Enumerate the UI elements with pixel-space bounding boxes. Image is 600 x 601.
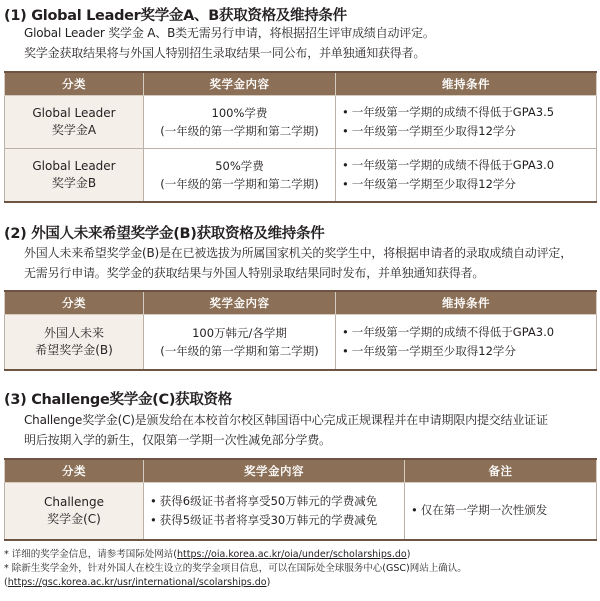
section-3-line-2: 明后按期入学的新生，仅限第一学期一次性减免部分学费。 [24,433,331,447]
content-cell [144,315,336,370]
category-line-2: 希望奖学金(B) [35,342,113,357]
section-2-line-1: 外国人未来希望奖学金(B)是在已被选拔为所属国家机关的奖学生中，将根据申请者的录取成绩自动评定， [24,246,572,260]
content-cell [144,96,336,149]
condition-credits: • 一年级第一学期至少取得12学分 [342,342,596,361]
header-category: 分类 [5,72,144,96]
header-content: 奖学金内容 [144,72,336,96]
category-line-1: Global Leader [32,158,116,173]
content-level-6: • 获得6级证书者将享受50万韩元的学费减免 [150,492,404,511]
oia-scholarship-link[interactable]: https://oia.korea.ac.kr/oia/under/scholarships.do [176,549,407,560]
content-period: (一年级的第一学期和第二学期) [160,343,319,358]
category-line-1: Challenge [44,494,104,509]
section-3-description [24,410,598,450]
header-content: 奖学金内容 [144,291,336,315]
gsc-scholarship-link[interactable]: https://gsc.korea.ac.kr/usr/international/scolarships.do [7,577,267,588]
note-cell [405,483,597,540]
footnote-3 [4,576,596,590]
category-line-2: 奖学金(C) [47,511,101,526]
condition-cell [336,96,597,149]
content-period: (一年级的第一学期和第二学期) [160,124,319,138]
header-category: 分类 [5,291,144,315]
table-global-leader [4,71,597,203]
table-header-row [5,459,597,483]
category-cell [5,149,144,202]
note-text: • 仅在第一学期一次性颁发 [411,501,596,520]
header-condition: 维持条件 [336,72,597,96]
category-line-1: 外国人未来 [43,325,104,340]
footnotes [4,548,596,590]
condition-cell [336,149,597,202]
content-amount: 100%学费 [211,106,268,120]
condition-credits: • 一年级第一学期至少取得12学分 [342,122,596,141]
condition-cell [336,315,597,370]
category-cell [5,96,144,149]
section-2-line-2: 无需另行申请。奖学金的获取结果与外国人特别录取结果同时发布，并单独通知获得者。 [24,266,485,280]
content-level-5: • 获得5级证书者将享受30万韩元的学费减免 [150,511,404,530]
footnote-1-text: * 详细的奖学金信息，请参考国际处网站( [4,549,177,560]
footnote-3-start: ( [4,577,8,588]
section-1-title: (1) Global Leader奖学金A、B获取资格及维持条件 [4,8,347,24]
condition-gpa: • 一年级第一学期的成绩不得低于GPA3.5 [342,103,596,122]
header-condition: 维持条件 [336,291,597,315]
section-3-title: (3) Challenge奖学金(C)获取资格 [4,392,232,408]
table-row [5,96,597,149]
footnote-1 [4,548,596,562]
condition-gpa: • 一年级第一学期的成绩不得低于GPA3.0 [342,156,596,175]
category-line-2: 奖学金A [51,123,97,137]
table-header-row [5,291,597,315]
footnote-3-end: ) [266,577,271,588]
category-line-2: 奖学金B [51,175,97,190]
content-amount: 100万韩元/各学期 [192,325,287,340]
category-cell [5,483,144,540]
section-1-line-2: 奖学金获取结果将与外国人特别招生录取结果一同公布，并单独通知获得者。 [24,46,426,60]
category-cell [5,315,144,370]
header-category: 分类 [5,459,144,483]
table-row [5,483,597,540]
table-row [5,149,597,202]
section-1-description [24,23,598,63]
content-cell [144,483,405,540]
content-period: (一年级的第一学期和第二学期) [160,176,319,191]
section-1-line-1: Global Leader 奖学金 A、B类无需另行申请，将根据招生评审成绩自动评定。 [24,26,435,40]
condition-credits: • 一年级第一学期至少取得12学分 [342,175,596,194]
table-header-row [5,72,597,96]
table-row [5,315,597,370]
table-challenge [4,458,597,541]
category-line-1: Global Leader [32,106,116,120]
table-future-hope [4,290,597,371]
section-3-line-1: Challenge奖学金(C)是颁发给在本校首尔校区韩国语中心完成正规课程并在申请期限内提交结业证证 [24,413,548,427]
header-note: 备注 [405,459,597,483]
content-cell [144,149,336,202]
content-amount: 50%学费 [215,158,264,173]
footnote-1-end: ) [406,549,411,560]
section-2-description [24,243,598,283]
section-2-title: (2) 外国人未来希望奖学金(B)获取资格及维持条件 [4,226,325,242]
footnote-2: * 除新生奖学金外，针对外国人在校生设立的奖学金项目信息，可以在国际处全球服务中心(GSC)网站上确认。 [4,563,467,574]
header-content: 奖学金内容 [144,459,405,483]
condition-gpa: • 一年级第一学期的成绩不得低于GPA3.0 [342,323,596,342]
